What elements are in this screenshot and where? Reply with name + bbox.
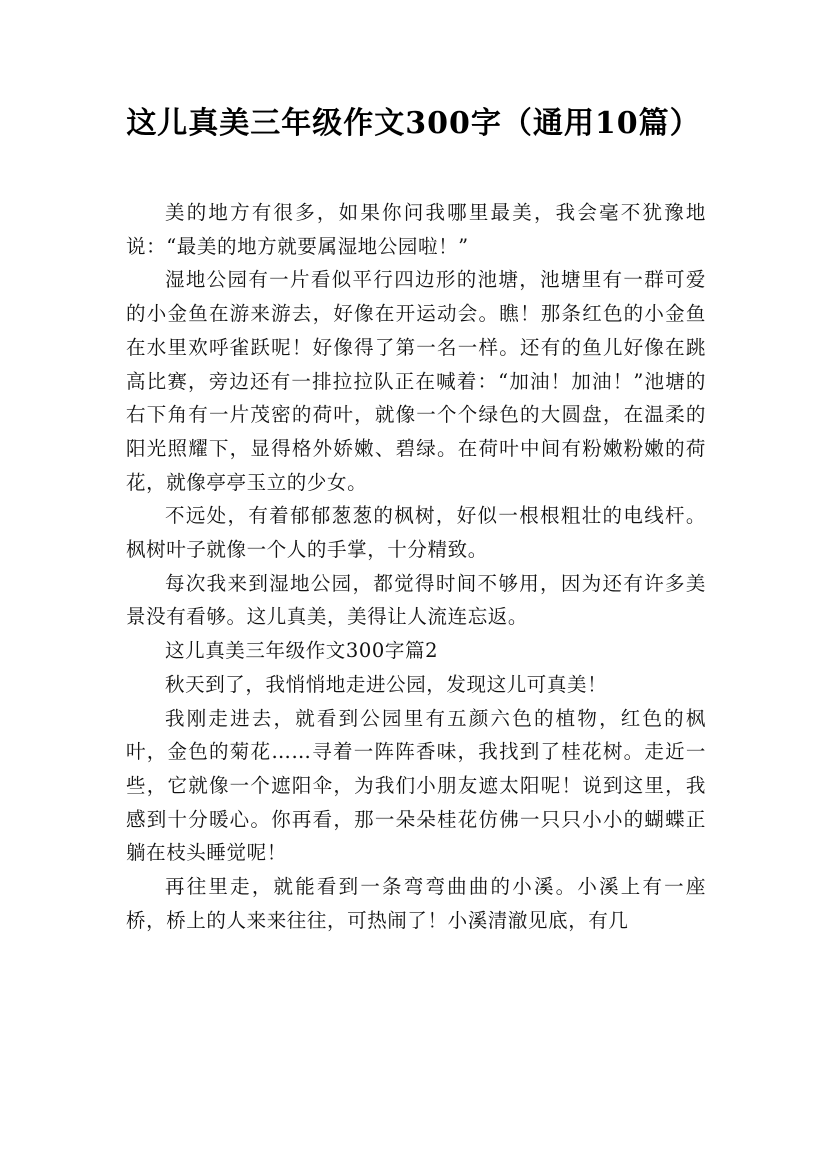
paragraph: 我刚走进去，就看到公园里有五颜六色的植物，红色的枫叶，金色的菊花……寻着一阵阵香味，我找到了桂花树。走近一些，它就像一个遮阳伞，为我们小朋友遮太阳呢！说到这里，我感到十分暖心。你再看，那一朵朵桂花仿佛一只只小小的蝴蝶正躺在枝头睡觉呢！ — [126, 706, 706, 865]
paragraph: 美的地方有很多，如果你问我哪里最美，我会毫不犹豫地说：“最美的地方就要属湿地公园啦！” — [126, 201, 706, 258]
paragraph: 再往里走，就能看到一条弯弯曲曲的小溪。小溪上有一座桥，桥上的人来来往往，可热闹了！小溪清澈见底，有几 — [126, 875, 706, 932]
paragraph: 不远处，有着郁郁葱葱的枫树，好似一根根粗壮的电线杆。枫树叶子就像一个人的手掌，十分精致。 — [126, 504, 706, 562]
paragraph: 每次我来到湿地公园，都觉得时间不够用，因为还有许多美景没有看够。这儿真美，美得让人流连忘返。 — [126, 571, 706, 629]
paragraph: 湿地公园有一片看似平行四边形的池塘，池塘里有一群可爱的小金鱼在游来游去，好像在开运动会。瞧！那条红色的小金鱼在水里欢呼雀跃呢！好像得了第一名一样。还有的鱼儿好像在跳高比赛，旁边还有一排拉拉队正在喊着：“加油！加油！”池塘的右下角有一片茂密的荷叶，就像一个个绿色的大圆盘，在温柔的阳光照耀下，显得格外娇嫩、碧绿。在荷叶中间有粉嫩粉嫩的荷花，就像亭亭玉立的少女。 — [126, 268, 706, 494]
document-title: 这儿真美三年级作文300字（通用10篇） — [126, 106, 701, 141]
paragraph: 秋天到了，我悄悄地走进公园，发现这儿可真美！ — [165, 672, 608, 696]
document-body — [126, 196, 706, 937]
section-heading: 这儿真美三年级作文300字篇2 — [165, 639, 439, 663]
